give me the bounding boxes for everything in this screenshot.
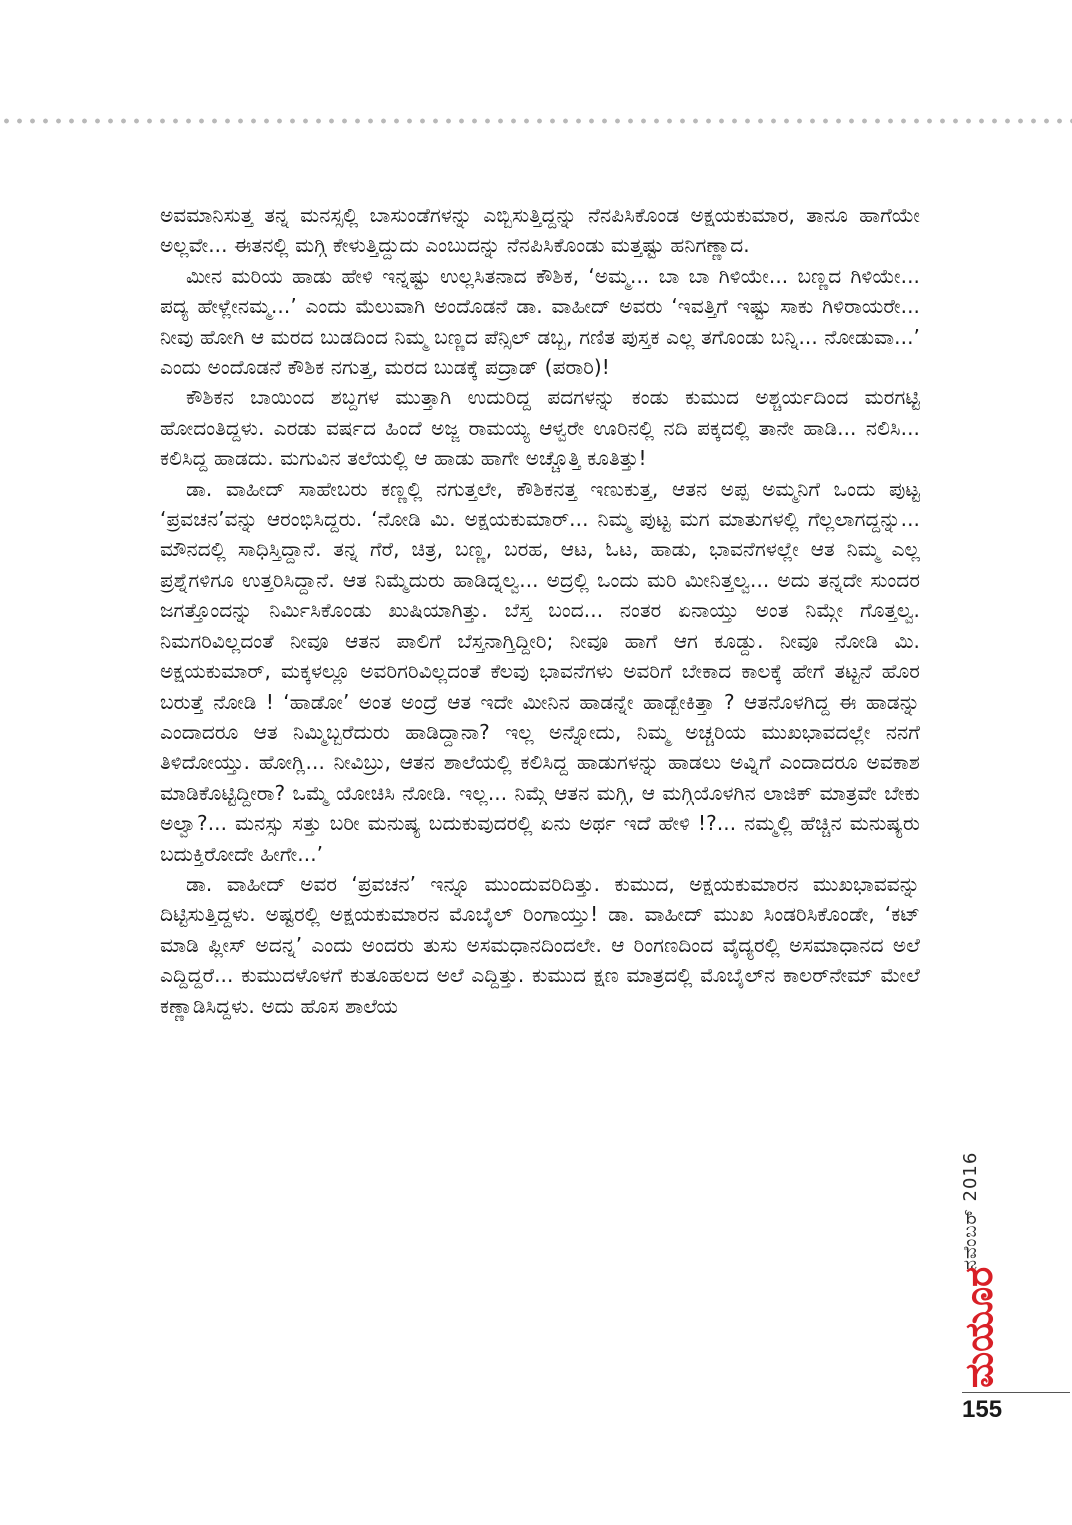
footer-rule	[962, 1392, 1070, 1393]
dotted-separator	[0, 118, 1072, 124]
paragraph: ಡಾ. ವಾಹೀದ್ ಸಾಹೇಬರು ಕಣ್ಣಲ್ಲಿ ನಗುತ್ತಲೇ, ಕೌಶಿಕನತ್ತ ಇಣುಕುತ್ತ, ಆತನ ಅಪ್ಪ ಅಮ್ಮನಿಗೆ ಒಂದು ಪುಟ್ಟ ‘ಪ್ರವಚನ’ವನ್ನು ಆರಂಭಿಸಿದ್ದರು. ‘ನೋಡಿ ಮಿ. ಅಕ್ಷಯಕುಮಾರ್... ನಿಮ್ಮ ಪುಟ್ಟ ಮಗ ಮಾತುಗಳಲ್ಲಿ ಗೆಲ್ಲಲಾಗದ್ದನ್ನು... ಮೌನದಲ್ಲಿ ಸಾಧಿಸ್ತಿದ್ದಾನೆ. ತನ್ನ ಗೆರೆ, ಚಿತ್ರ, ಬಣ್ಣ, ಬರಹ, ಆಟ, ಓಟ, ಹಾಡು, ಭಾವನೆಗಳಲ್ಲೇ ಆತ ನಿಮ್ಮ ಎಲ್ಲ ಪ್ರಶ್ನೆಗಳಿಗೂ ಉತ್ತರಿಸಿದ್ದಾನೆ. ಆತ ನಿಮ್ಮೆದುರು ಹಾಡಿದ್ನಲ್ವ... ಅದ್ರಲ್ಲಿ ಒಂದು ಮರಿ ಮೀನಿತ್ತಲ್ವ... ಅದು ತನ್ನದೇ ಸುಂದರ ಜಗತ್ತೊಂದನ್ನು ನಿರ್ಮಿಸಿಕೊಂಡು ಖುಷಿಯಾಗಿತ್ತು. ಬೆಸ್ತ ಬಂದ... ನಂತರ ಏನಾಯ್ತು ಅಂತ ನಿಮ್ಗೇ ಗೊತ್ತಲ್ವ. ನಿಮಗರಿವಿಲ್ಲದಂತೆ ನೀವೂ ಆತನ ಪಾಲಿಗೆ ಬೆಸ್ತನಾಗ್ತಿದ್ದೀರಿ; ನೀವೂ ಹಾಗೆ ಆಗ ಕೂಡ್ದು. ನೀವೂ ನೋಡಿ ಮಿ. ಅಕ್ಷಯಕುಮಾರ್, ಮಕ್ಕಳಲ್ಲೂ ಅವರಿಗರಿವಿಲ್ಲದಂತೆ ಕೆಲವು ಭಾವನೆಗಳು ಅವರಿಗೆ ಬೇಕಾದ ಕಾಲಕ್ಕೆ ಹೇಗೆ ತಟ್ಟನೆ ಹೊರ ಬರುತ್ತೆ ನೋಡಿ ! ‘ಹಾಡೋ’ ಅಂತ ಅಂದ್ರೆ ಆತ ಇದೇ ಮೀನಿನ ಹಾಡನ್ನೇ ಹಾಡ್ಬೇಕಿತ್ತಾ ? ಆತನೊಳಗಿದ್ದ ಈ ಹಾಡನ್ನು ಎಂದಾದರೂ ಆತ ನಿಮ್ಮಿಬ್ಬರೆದುರು ಹಾಡಿದ್ದಾನಾ? ಇಲ್ಲ ಅನ್ನೋದು, ನಿಮ್ಮ ಅಚ್ಚರಿಯ ಮುಖಭಾವದಲ್ಲೇ ನನಗೆ ತಿಳಿದೋಯ್ತು. ಹೋಗ್ಲಿ... ನೀವಿಬ್ರು, ಆತನ ಶಾಲೆಯಲ್ಲಿ ಕಲಿಸಿದ್ದ ಹಾಡುಗಳನ್ನು ಹಾಡಲು ಅವ್ನಿಗೆ ಎಂದಾದರೂ ಅವಕಾಶ ಮಾಡಿಕೊಟ್ಟಿದ್ದೀರಾ? ಒಮ್ಮೆ ಯೋಚಿಸಿ ನೋಡಿ. ಇಲ್ಲ... ನಿಮ್ಗೆ ಆತನ ಮಗ್ಗಿ, ಆ ಮಗ್ಗಿಯೊಳಗಿನ ಲಾಜಿಕ್ ಮಾತ್ರವೇ ಬೇಕು ಅಲ್ವಾ?... ಮನಸ್ಸು ಸತ್ತು ಬರೀ ಮನುಷ್ಯ ಬದುಕುವುದರಲ್ಲಿ ಏನು ಅರ್ಥ ಇದೆ ಹೇಳಿ !?... ನಮ್ಮಲ್ಲಿ ಹೆಚ್ಚಿನ ಮನುಷ್ಯರು ಬದುಕ್ತಿರೋದೇ ಹೀಗೇ...’	[160, 476, 920, 866]
article-body	[160, 200, 920, 1410]
page-number: 155	[962, 1396, 1003, 1423]
issue-date: ನವೆಂಬರ್ 2016	[960, 1151, 981, 1270]
paragraph: ಕೌಶಿಕನ ಬಾಯಿಂದ ಶಬ್ದಗಳ ಮುತ್ತಾಗಿ ಉದುರಿದ್ದ ಪದಗಳನ್ನು ಕಂಡು ಕುಮುದ ಅಶ್ಚರ್ಯದಿಂದ ಮರಗಟ್ಟಿ ಹೋದಂತಿದ್ದಳು. ಎರಡು ವರ್ಷದ ಹಿಂದೆ ಅಜ್ಜ ರಾಮಯ್ಯ ಆಳ್ವರೇ ಊರಿನಲ್ಲಿ ನದಿ ಪಕ್ಕದಲ್ಲಿ ತಾನೇ ಹಾಡಿ... ನಲಿಸಿ... ಕಲಿಸಿದ್ದ ಹಾಡದು. ಮಗುವಿನ ತಲೆಯಲ್ಲಿ ಆ ಹಾಡು ಹಾಗೇ ಅಚ್ಚೊತ್ತಿ ಕೂತಿತ್ತು!	[160, 385, 920, 471]
magazine-logo: ಮಯೂರ	[957, 1266, 1001, 1388]
paragraph: ಅವಮಾನಿಸುತ್ತ ತನ್ನ ಮನಸ್ಸಲ್ಲಿ ಬಾಸುಂಡೆಗಳನ್ನು ಎಬ್ಬಿಸುತ್ತಿದ್ದನ್ನು ನೆನಪಿಸಿಕೊಂಡ ಅಕ್ಷಯಕುಮಾರ, ತಾನೂ ಹಾಗೆಯೇ ಅಲ್ಲವೇ... ಈತನಲ್ಲಿ ಮಗ್ಗಿ ಕೇಳುತ್ತಿದ್ದುದು ಎಂಬುದನ್ನು ನೆನಪಿಸಿಕೊಂಡು ಮತ್ತಷ್ಟು ಹನಿಗಣ್ಣಾದ.	[160, 203, 920, 258]
paragraph: ಮೀನ ಮರಿಯ ಹಾಡು ಹೇಳಿ ಇನ್ನಷ್ಟು ಉಲ್ಲಸಿತನಾದ ಕೌಶಿಕ, ‘ಅಮ್ಮ... ಬಾ ಬಾ ಗಿಳಿಯೇ... ಬಣ್ಣದ ಗಿಳಿಯೇ... ಪದ್ಯ ಹೇಳ್ಲೇನಮ್ಮ...’ ಎಂದು ಮೆಲುವಾಗಿ ಅಂದೊಡನೆ ಡಾ. ವಾಹೀದ್ ಅವರು ‘ಇವತ್ತಿಗೆ ಇಷ್ಟು ಸಾಕು ಗಿಳಿರಾಯರೇ... ನೀವು ಹೋಗಿ ಆ ಮರದ ಬುಡದಿಂದ ನಿಮ್ಮ ಬಣ್ಣದ ಪೆನ್ಸಿಲ್ ಡಬ್ಬ, ಗಣಿತ ಪುಸ್ತಕ ಎಲ್ಲ ತಗೊಂಡು ಬನ್ನಿ... ನೋಡುವಾ...’ ಎಂದು ಅಂದೊಡನೆ ಕೌಶಿಕ ನಗುತ್ತ, ಮರದ ಬುಡಕ್ಕೆ ಪದ್ರಾಡ್ (ಪರಾರಿ)!	[160, 263, 920, 380]
paragraph: ಡಾ. ವಾಹೀದ್ ಅವರ ‘ಪ್ರವಚನ’ ಇನ್ನೂ ಮುಂದುವರಿದಿತ್ತು. ಕುಮುದ, ಅಕ್ಷಯಕುಮಾರನ ಮುಖಭಾವವನ್ನು ದಿಟ್ಟಿಸುತ್ತಿದ್ದಳು. ಅಷ್ಟರಲ್ಲಿ ಅಕ್ಷಯಕುಮಾರನ ಮೊಬೈಲ್ ರಿಂಗಾಯ್ತು! ಡಾ. ವಾಹೀದ್ ಮುಖ ಸಿಂಡರಿಸಿಕೊಂಡೇ, ‘ಕಟ್ ಮಾಡಿ ಪ್ಲೀಸ್ ಅದನ್ನ’ ಎಂದು ಅಂದರು ತುಸು ಅಸಮಧಾನದಿಂದಲೇ. ಆ ರಿಂಗಣದಿಂದ ವೈದ್ಯರಲ್ಲಿ ಅಸಮಾಧಾನದ ಅಲೆ ಎದ್ದಿದ್ದರೆ... ಕುಮುದಳೊಳಗೆ ಕುತೂಹಲದ ಅಲೆ ಎದ್ದಿತ್ತು. ಕುಮುದ ಕ್ಷಣ ಮಾತ್ರದಲ್ಲಿ ಮೊಬೈಲ್‌ನ ಕಾಲರ್‌ನೇಮ್ ಮೇಲೆ ಕಣ್ಣಾಡಿಸಿದ್ದಳು. ಅದು ಹೊಸ ಶಾಲೆಯ	[160, 871, 920, 1018]
